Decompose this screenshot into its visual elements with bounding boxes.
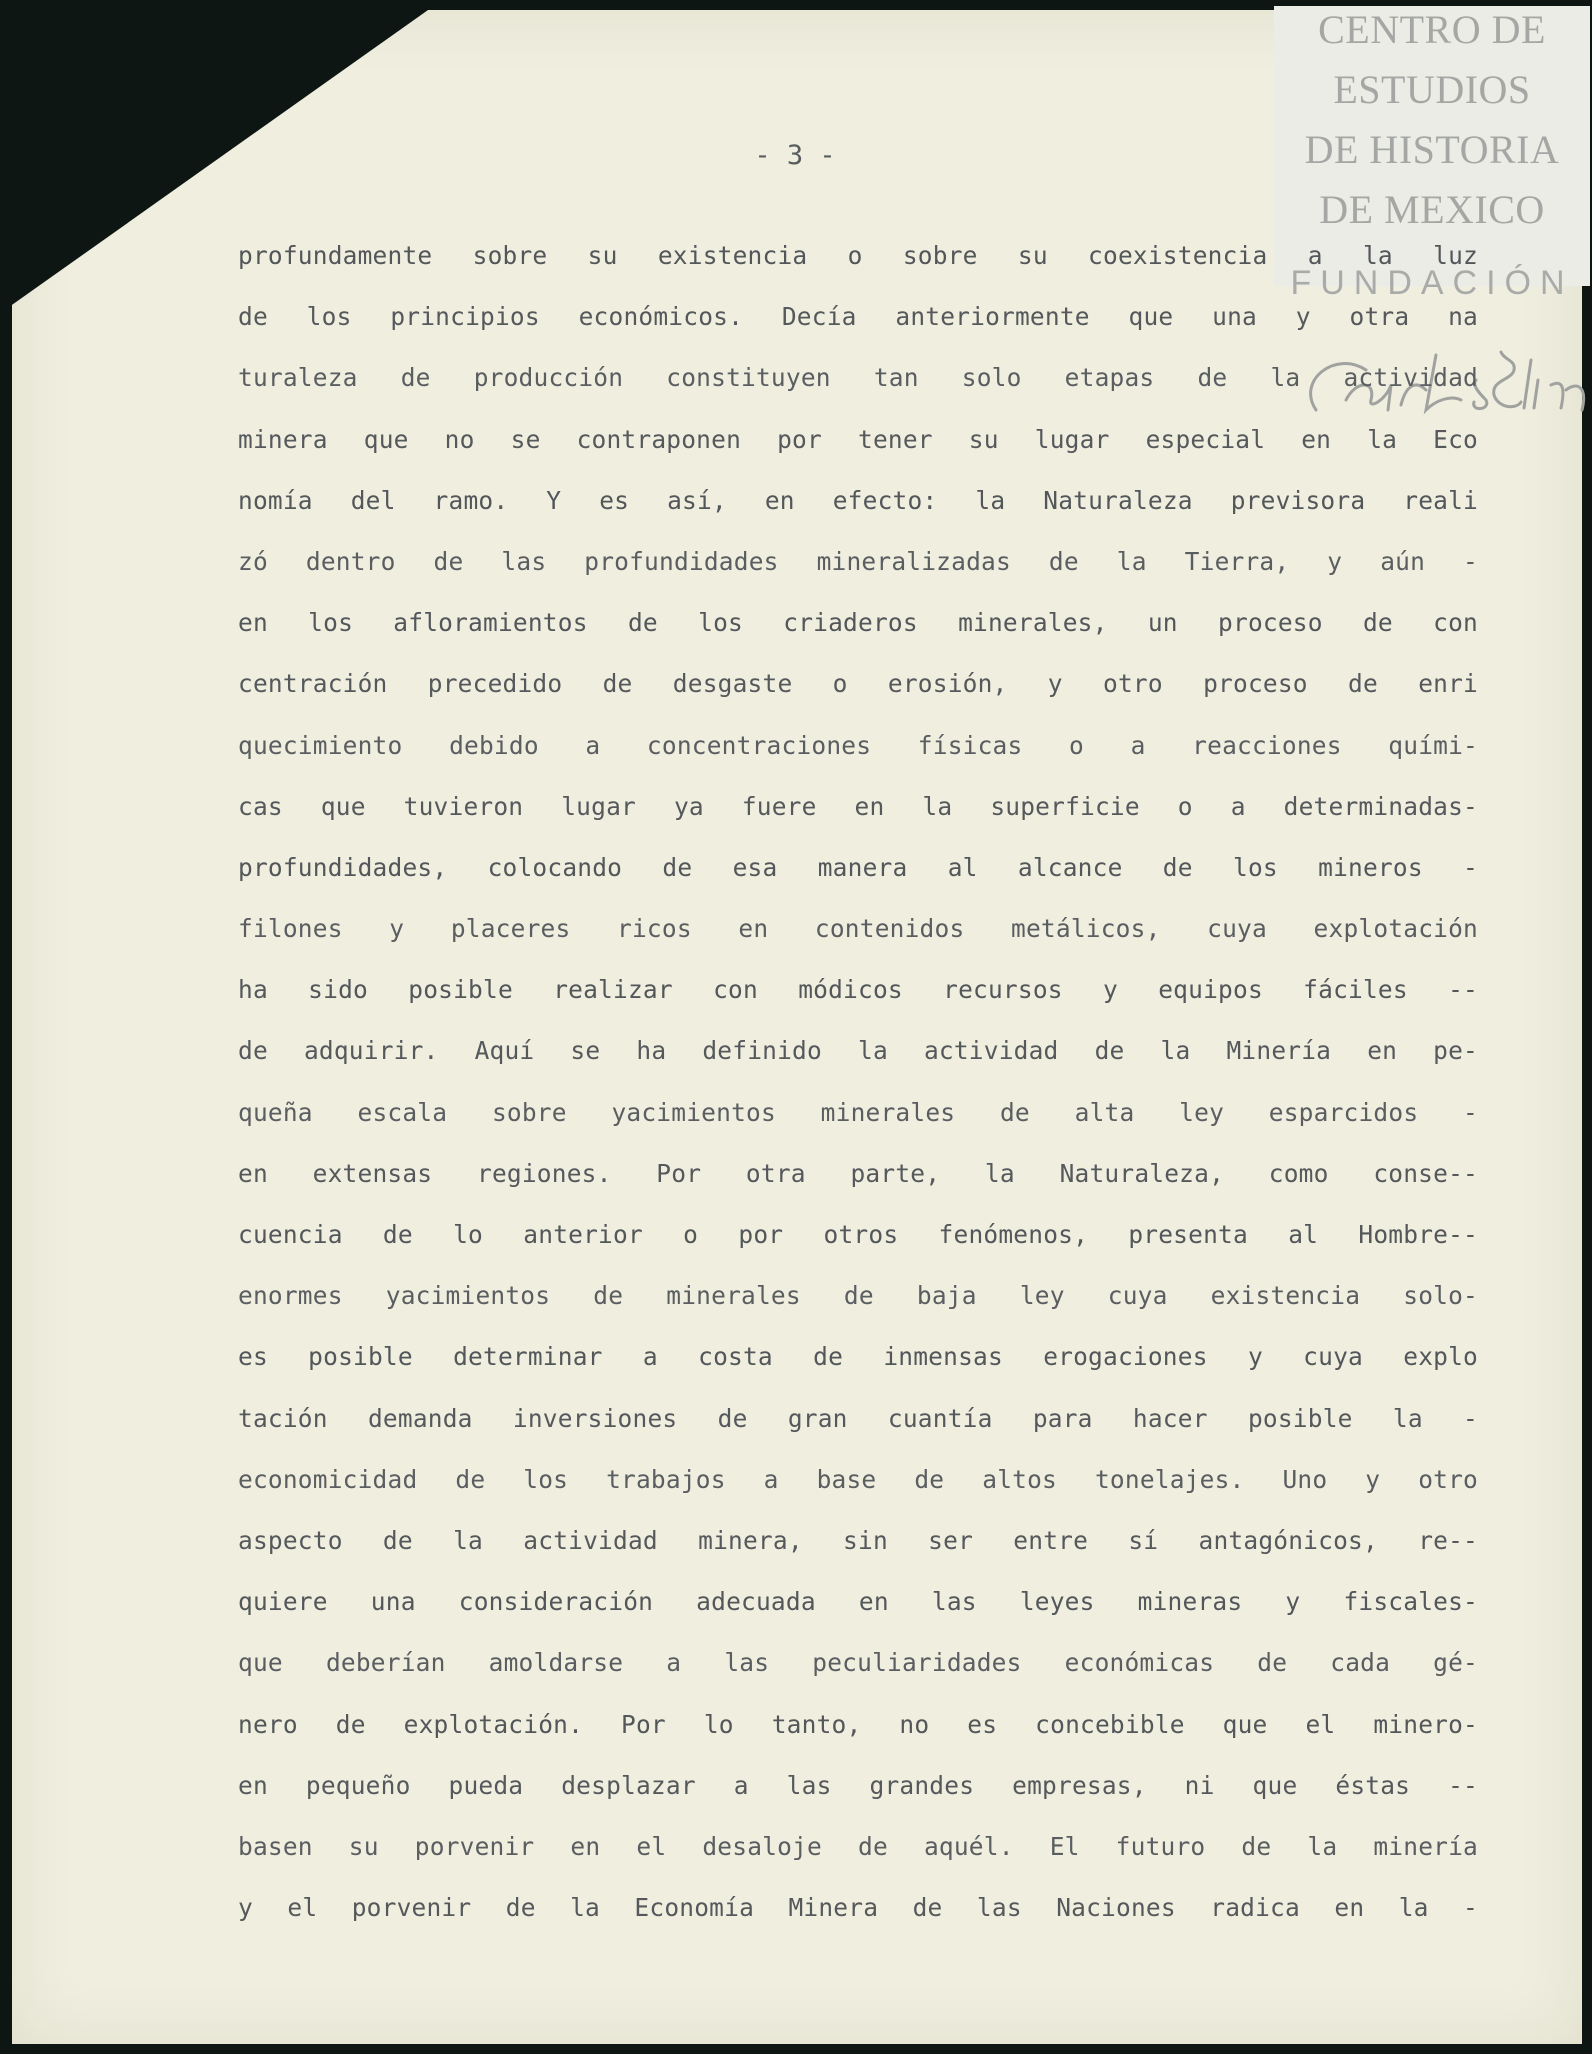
text-line: nero de explotación. Por lo tanto, no es concebible que el minero- xyxy=(238,1709,1478,1739)
text-line: cuencia de lo anterior o por otros fenómenos, presenta al Hombre-- xyxy=(238,1220,1478,1249)
text-line: en extensas regiones. Por otra parte, la Naturaleza, como conse-- xyxy=(238,1158,1478,1188)
text-line: profundidades, colocando de esa manera al alcance de los mineros - xyxy=(238,852,1478,882)
watermark-line: DE MEXICO xyxy=(1319,187,1545,232)
text-line: queña escala sobre yacimientos minerales de alta ley esparcidos - xyxy=(238,1097,1478,1127)
text-line: economicidad de los trabajos a base de altos tonelajes. Uno y otro xyxy=(238,1464,1478,1494)
text-line: centración precedido de desgaste o erosión, y otro proceso de enri xyxy=(238,669,1478,699)
typewritten-body xyxy=(238,225,1478,1938)
watermark-line: CENTRO DE xyxy=(1318,7,1546,52)
text-line: turaleza de producción constituyen tan solo etapas de la actividad xyxy=(238,363,1478,393)
text-line: de los principios económicos. Decía anteriormente que una y otra na xyxy=(238,302,1478,332)
text-line: filones y placeres ricos en contenidos metálicos, cuya explotación xyxy=(238,914,1478,944)
text-line: de adquirir. Aquí se ha definido la actividad de la Minería en pe- xyxy=(238,1036,1478,1066)
text-line: que deberían amoldarse a las peculiaridades económicas de cada gé- xyxy=(238,1648,1478,1678)
text-line: basen su porvenir en el desaloje de aquél. El futuro de la minería xyxy=(238,1831,1478,1861)
text-line: es posible determinar a costa de inmensas erogaciones y cuya explo xyxy=(238,1342,1478,1372)
text-line: tación demanda inversiones de gran cuantía para hacer posible la - xyxy=(238,1403,1478,1433)
watermark-line: ESTUDIOS xyxy=(1333,67,1531,112)
text-line: minera que no se contraponen por tener su lugar especial en la Eco xyxy=(238,424,1478,454)
text-line: en los afloramientos de los criaderos minerales, un proceso de con xyxy=(238,608,1478,638)
text-line: aspecto de la actividad minera, sin ser entre sí antagónicos, re-- xyxy=(238,1525,1478,1555)
text-line: cas que tuvieron lugar ya fuere en la superficie o a determinadas- xyxy=(238,791,1478,821)
text-line: zó dentro de las profundidades mineralizadas de la Tierra, y aún - xyxy=(238,546,1478,576)
text-line: y el porvenir de la Economía Minera de las Naciones radica en la - xyxy=(238,1893,1478,1923)
page-number: - 3 - xyxy=(754,140,836,171)
text-line: enormes yacimientos de minerales de baja ley cuya existencia solo- xyxy=(238,1281,1478,1311)
text-line: nomía del ramo. Y es así, en efecto: la Naturaleza previsora reali xyxy=(238,485,1478,515)
text-line: quecimiento debido a concentraciones físicas o a reacciones quími- xyxy=(238,730,1478,760)
text-line: profundamente sobre su existencia o sobre su coexistencia a la luz xyxy=(238,241,1478,270)
text-line: quiere una consideración adecuada en las leyes mineras y fiscales- xyxy=(238,1587,1478,1617)
text-line: en pequeño pueda desplazar a las grandes empresas, ni que éstas -- xyxy=(238,1770,1478,1800)
watermark-line: DE HISTORIA xyxy=(1304,127,1560,172)
watermark-line: FUNDACIÓN xyxy=(1290,264,1574,302)
text-line: ha sido posible realizar con módicos recursos y equipos fáciles -- xyxy=(238,975,1478,1005)
